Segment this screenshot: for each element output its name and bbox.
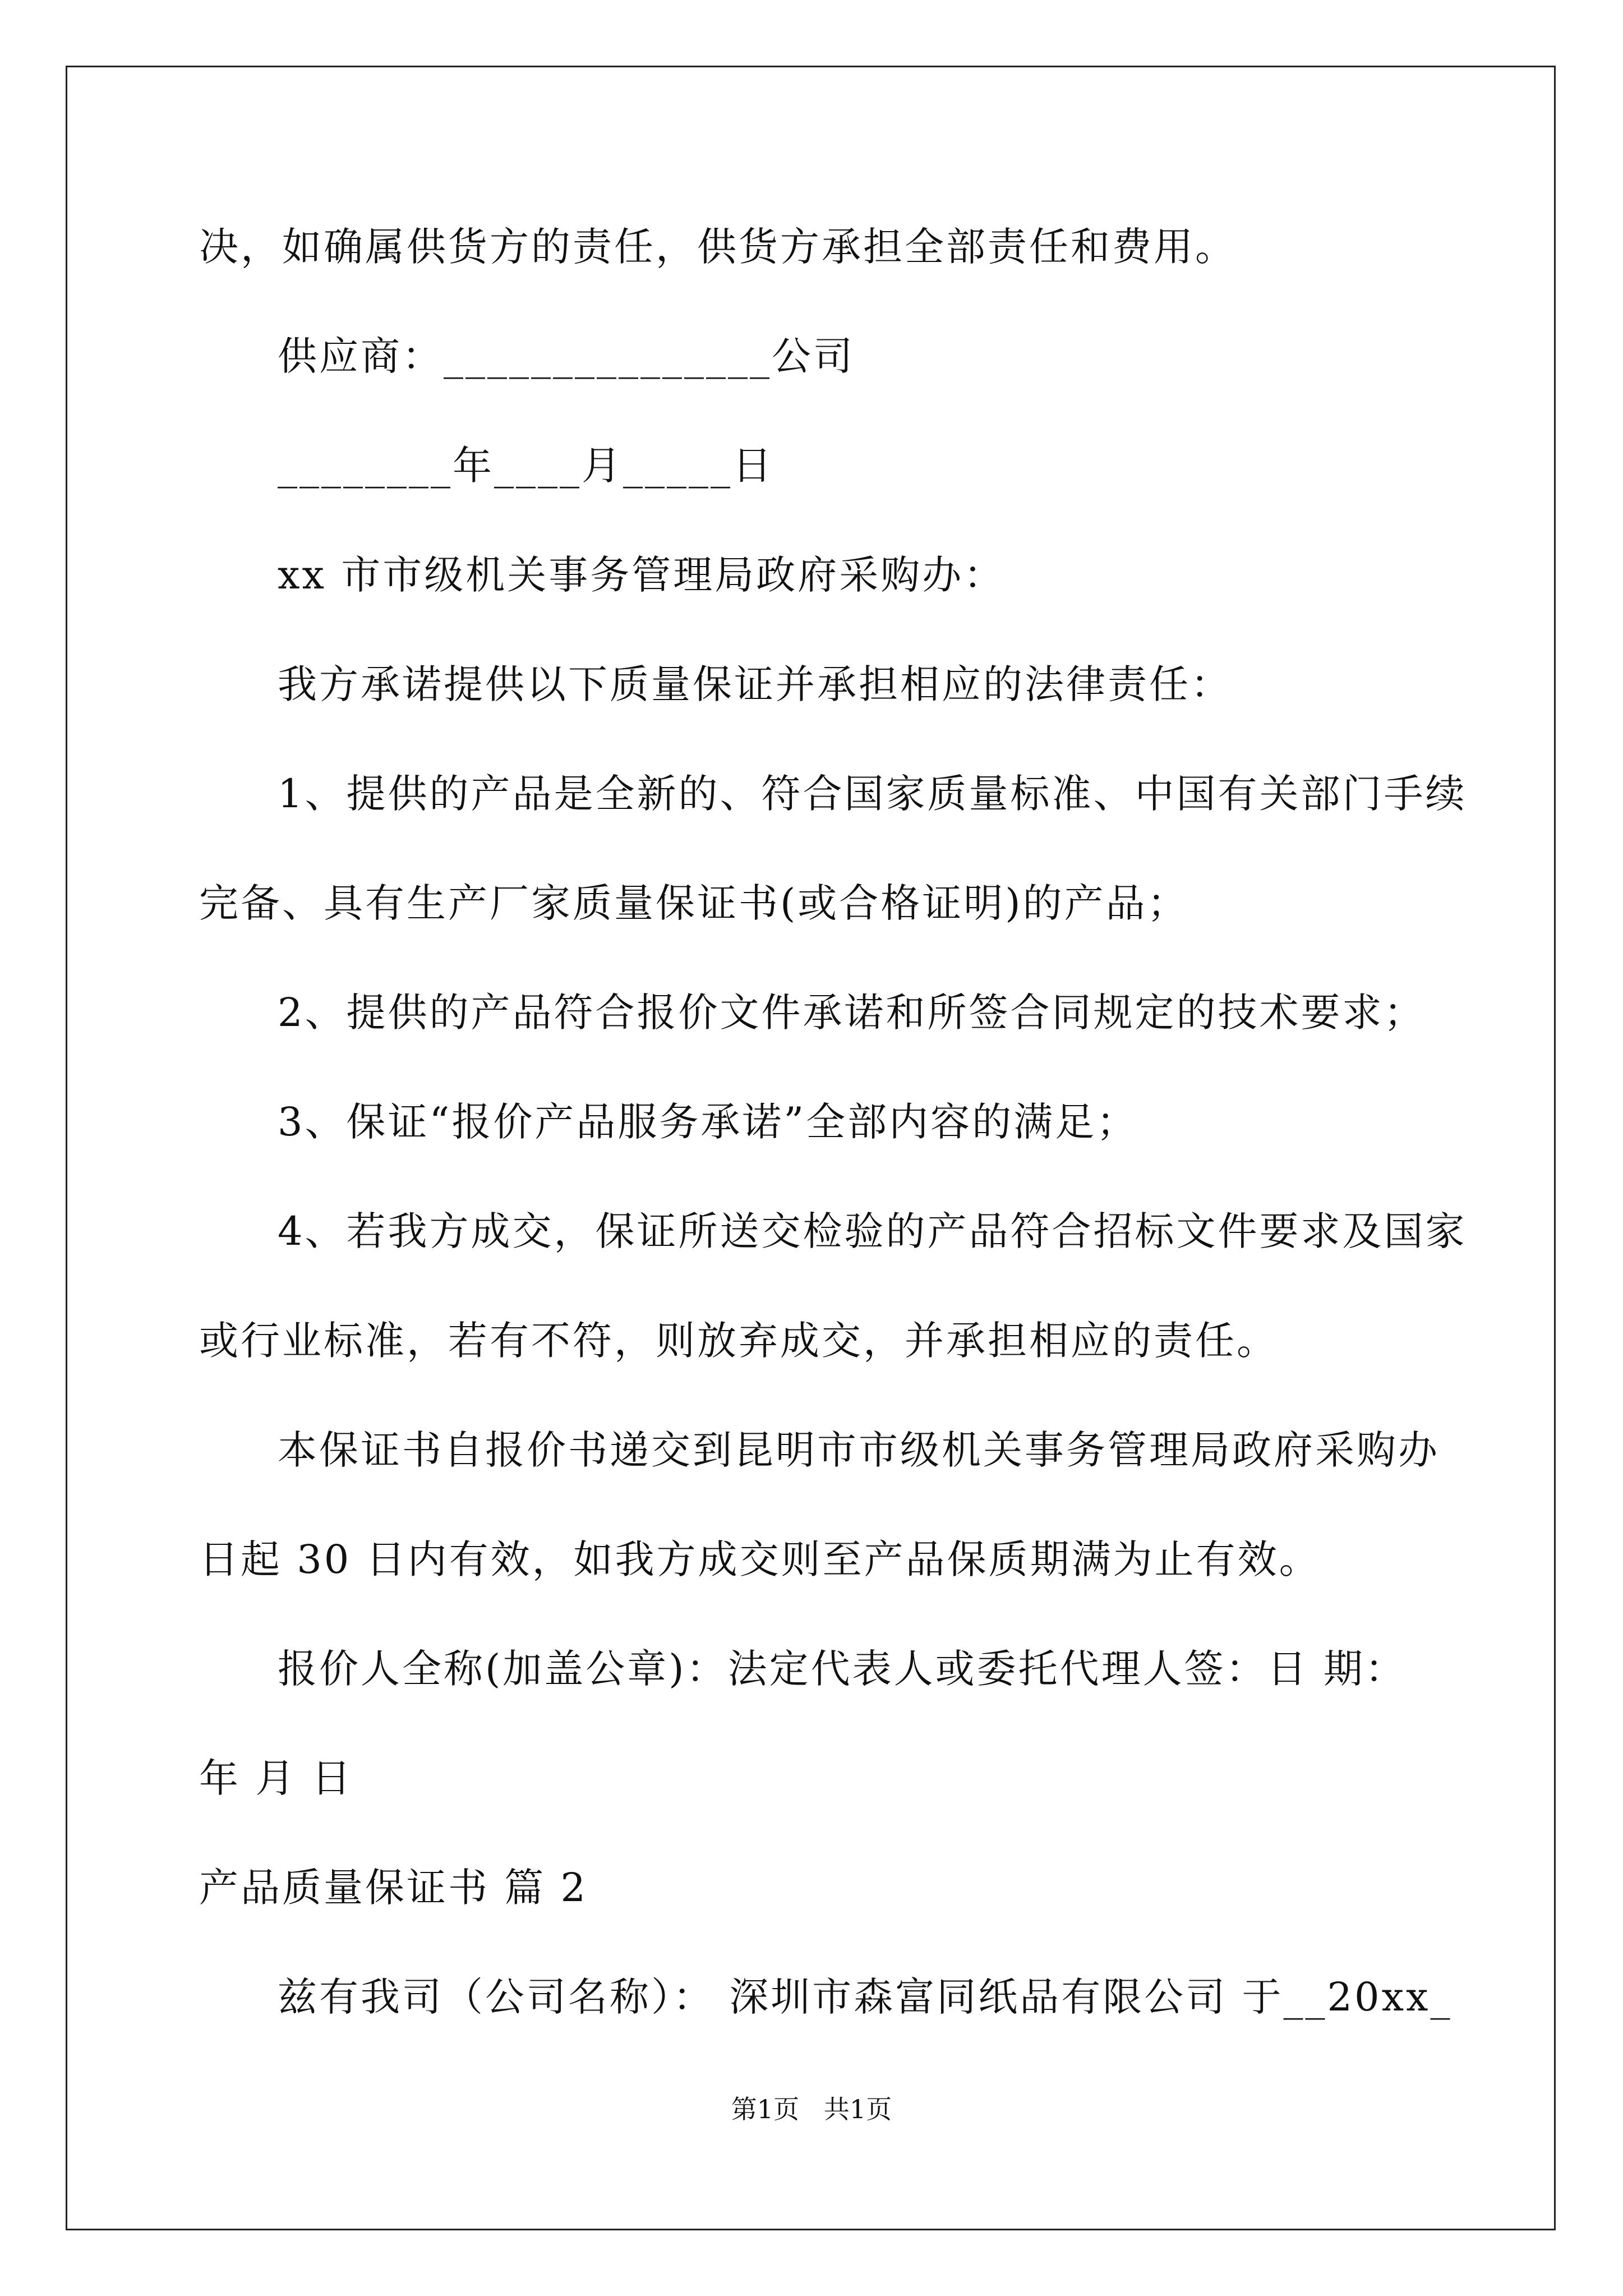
text-line: 3、保证“报价产品服务承诺”全部内容的满足； — [278, 1099, 1138, 1145]
signature-line: 报价人全称(加盖公章)：法定代表人或委托代理人签：日 期： — [278, 1646, 1407, 1692]
addressee-line: xx 市市级机关事务管理局政府采购办： — [278, 552, 1006, 598]
text-line: 完备、具有生产厂家质量保证书(或合格证明)的产品； — [199, 880, 1189, 926]
text-line: 2、提供的产品符合报价文件承诺和所签合同规定的技术要求； — [278, 990, 1426, 1036]
text-line: 日起 30 日内有效，如我方成交则至产品保质期满为止有效。 — [199, 1536, 1321, 1582]
section-heading: 产品质量保证书 篇 2 — [199, 1865, 588, 1911]
text-line: 4、若我方成交，保证所送交检验的产品符合招标文件要求及国家 — [278, 1208, 1467, 1254]
text-line: 本保证书自报价书递交到昆明市市级机关事务管理局政府采购办 — [278, 1427, 1440, 1473]
text-line: 兹有我司（公司名称）： 深圳市森富同纸品有限公司 于__20xx_ — [278, 1974, 1453, 2020]
page-number: 第1页 共1页 — [731, 2094, 892, 2124]
date-line: ________年____月_____日 — [278, 443, 774, 489]
date-line: 年 月 日 — [199, 1755, 353, 1801]
supplier-line: 供应商：_______________公司 — [278, 333, 855, 379]
text-line: 或行业标准，若有不符，则放弃成交，并承担相应的责任。 — [199, 1318, 1278, 1364]
text-line: 1、提供的产品是全新的、符合国家质量标准、中国有关部门手续 — [278, 771, 1467, 817]
text-line: 我方承诺提供以下质量保证并承担相应的法律责任： — [278, 661, 1232, 707]
text-line: 决，如确属供货方的责任，供货方承担全部责任和费用。 — [199, 224, 1237, 270]
